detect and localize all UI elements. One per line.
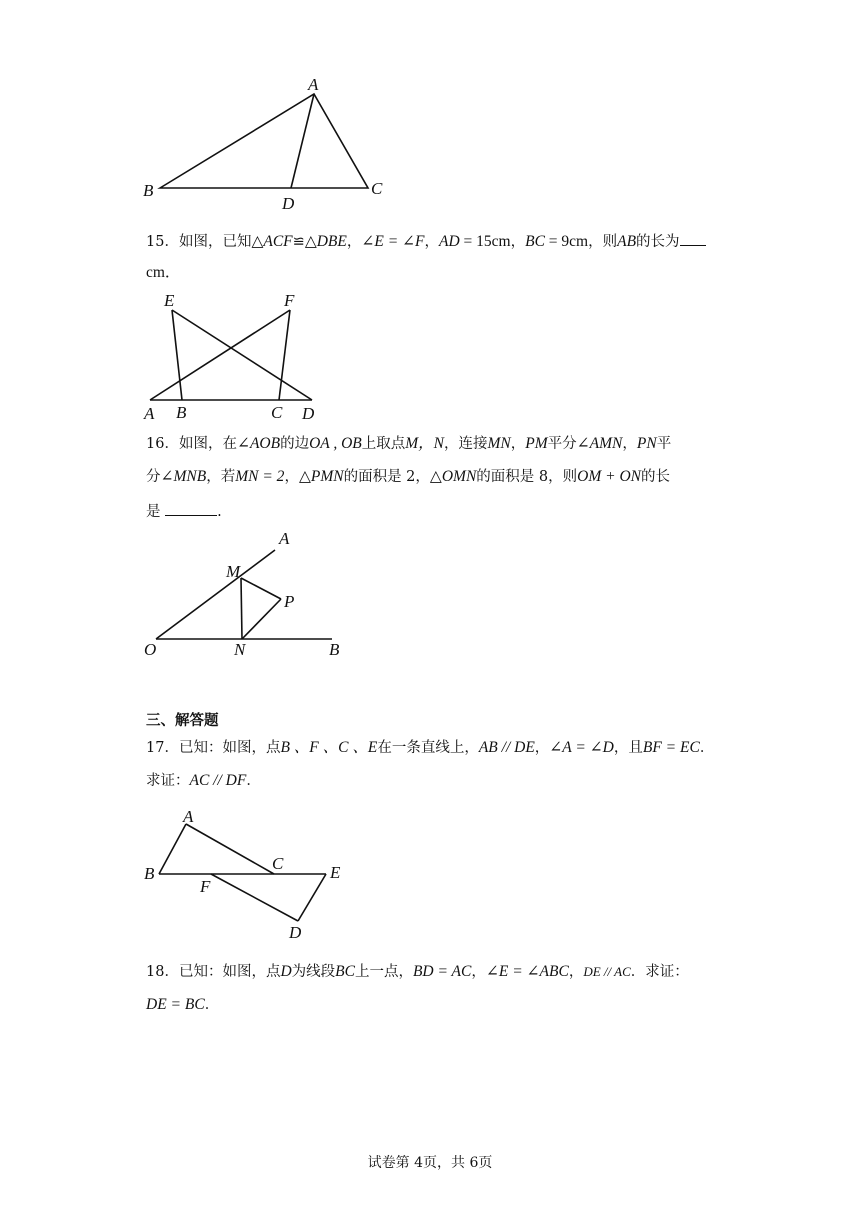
label-A: A [144,404,155,423]
label-B: B [144,864,155,883]
q15-line2: cm． [146,264,181,281]
label-M: M [226,562,241,581]
label-D: D [282,194,295,213]
q16-line3: 是 . [146,500,222,522]
label-E: E [330,863,341,882]
figure-crossed-triangles [140,288,340,423]
label-O: O [144,640,157,659]
label-A: A [183,807,194,826]
label-N: N [234,640,246,659]
q16-line1: 16．如图，在∠AOB的边OA , OB上取点M，N，连接MN，PM平分∠AMN，PN平 [146,435,672,452]
page-footer: 试卷第 4页，共 6页 [367,1155,493,1171]
label-C: C [272,854,284,873]
label-C: C [371,179,383,198]
figure-angle-aob [140,528,360,663]
q17-line1: 17．已知：如图，点B 、F 、C 、E在一条直线上，AB // DE，∠A = ∠D，且BF = EC． [146,739,715,756]
section-heading: 三、解答题 [146,713,219,729]
label-B: B [176,403,187,422]
q16-line2: 分∠MNB，若MN = 2，△PMN的面积是 2，△OMN的面积是 8，则OM + ON的长 [146,468,670,485]
label-A: A [279,529,290,548]
label-C: C [271,403,283,422]
answer-blank-16[interactable] [165,500,217,516]
label-E: E [164,291,175,310]
q15-line1: 15．如图，已知△ACF≌△DBE，∠E = ∠F，AD = 15cm，BC = 9cm，则AB的长为 [146,230,706,252]
q17-line2: 求证：AC // DF． [146,772,261,789]
label-P: P [284,592,295,611]
label-A: A [308,75,319,94]
q18-line1: 18．已知：如图，点D为线段BC上一点，BD = AC，∠E = ∠ABC，DE // AC．求证： [146,963,689,980]
label-B: B [329,640,340,659]
answer-blank-15[interactable] [680,230,706,246]
label-F: F [284,291,295,310]
figure-parallel-segments [140,806,360,946]
label-F: F [200,877,211,896]
figure-triangle-abc [140,70,400,215]
label-D: D [289,923,302,942]
q18-line2: DE = BC． [146,996,220,1013]
label-D: D [302,404,315,423]
label-B: B [143,181,154,200]
